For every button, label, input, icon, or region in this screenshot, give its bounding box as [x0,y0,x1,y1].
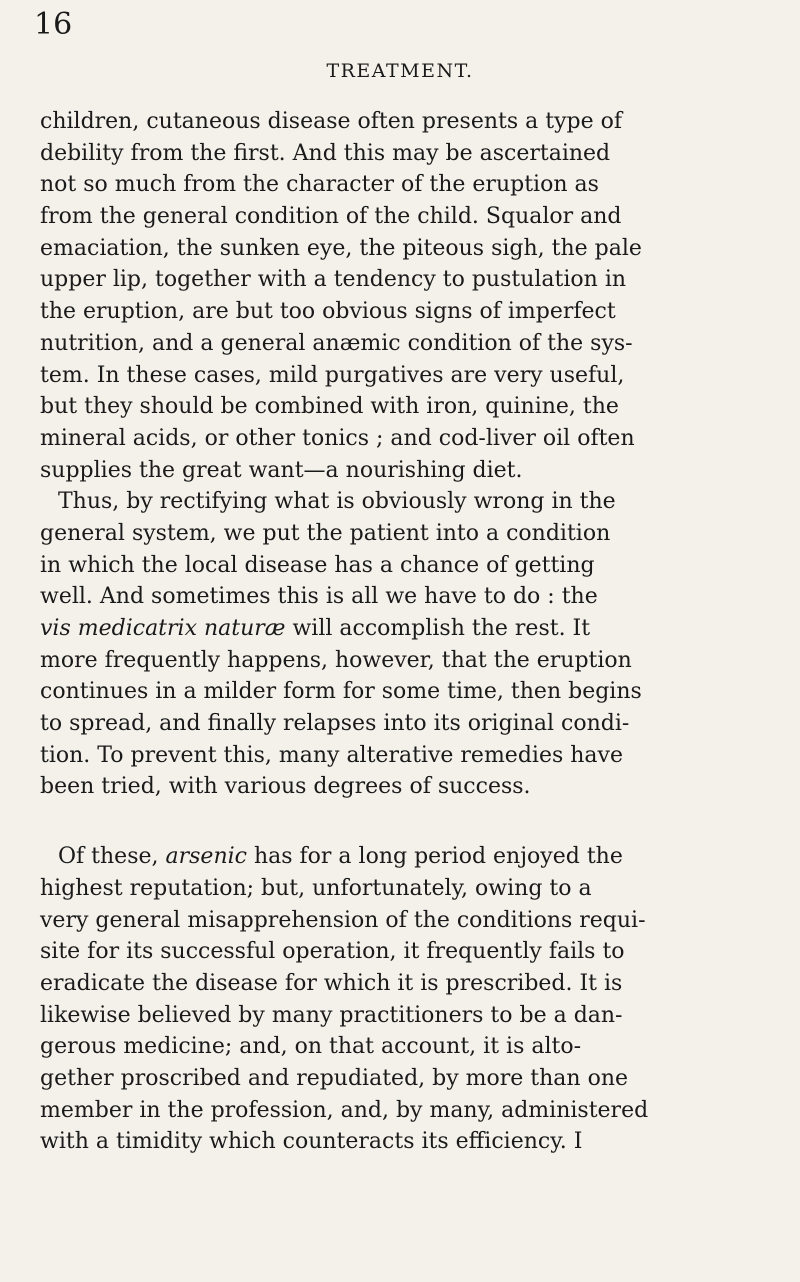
text-line: gether proscribed and repudiated, by more than one [40,1065,629,1091]
text-line: in which the local disease has a chance of getting [40,552,595,578]
text-line: member in the profession, and, by many, administered [40,1097,649,1123]
text-fragment: has for a long period enjoyed the [246,844,623,870]
paragraph-2 [40,486,752,803]
text-line: debility from the first. And this may be ascertained [40,140,611,166]
text-line: site for its successful operation, it frequently fails to [40,939,625,965]
paragraph-gap [40,803,752,841]
text-line: children, cutaneous disease often presents a type of [40,109,623,134]
text-line [40,613,752,645]
text-line: tion. To prevent this, many alterative remedies have [40,742,623,768]
text-line: highest reputation; but, unfortunately, owing to a [40,875,592,901]
text-line: not so much from the character of the eruption as [40,172,599,198]
text-line: Thus, by rectifying what is obviously wrong in the [58,489,616,515]
paragraph-3 [40,841,752,1158]
text-line: been tried, with various degrees of success. [40,774,531,800]
latin-phrase: vis medicatrix naturæ [40,616,286,641]
body-text [40,106,752,1158]
emphasis-arsenic: arsenic [165,844,247,870]
text-fragment: Of these, [58,844,166,870]
text-line: continues in a milder form for some time, then begins [40,679,642,705]
text-line: supplies the great want—a nourishing diet. [40,457,523,483]
text-line: with a timidity which counteracts its efficiency. I [40,1129,583,1155]
text-fragment: will accomplish the rest. It [285,616,591,641]
text-line: well. And sometimes this is all we have to do : the [40,584,598,610]
text-line: more frequently happens, however, that the eruption [40,647,632,673]
text-line: general system, we put the patient into a condition [40,520,611,546]
text-line: emaciation, the sunken eye, the piteous sigh, the pale [40,235,642,261]
text-line [40,841,752,873]
text-line: gerous medicine; and, on that account, it is alto- [40,1034,582,1060]
text-line: upper lip, together with a tendency to pustulation in [40,267,627,293]
text-line: to spread, and finally relapses into its original condi- [40,711,630,737]
text-line: tem. In these cases, mild purgatives are very useful, [40,362,625,388]
text-line: the eruption, are but too obvious signs of imperfect [40,299,616,325]
text-line: mineral acids, or other tonics ; and cod-liver oil often [40,425,635,451]
text-line: nutrition, and a general anæmic condition of the sys- [40,330,633,356]
text-line: likewise believed by many practitioners to be a dan- [40,1002,623,1028]
text-line: eradicate the disease for which it is prescribed. It is [40,970,623,996]
text-line: but they should be combined with iron, quinine, the [40,394,619,420]
text-line: very general misapprehension of the conditions requi- [40,907,646,933]
paragraph-1 [40,106,752,486]
page-number: 16 [34,7,73,42]
text-line: from the general condition of the child. Squalor and [40,204,622,230]
running-head: TREATMENT. [326,60,474,82]
